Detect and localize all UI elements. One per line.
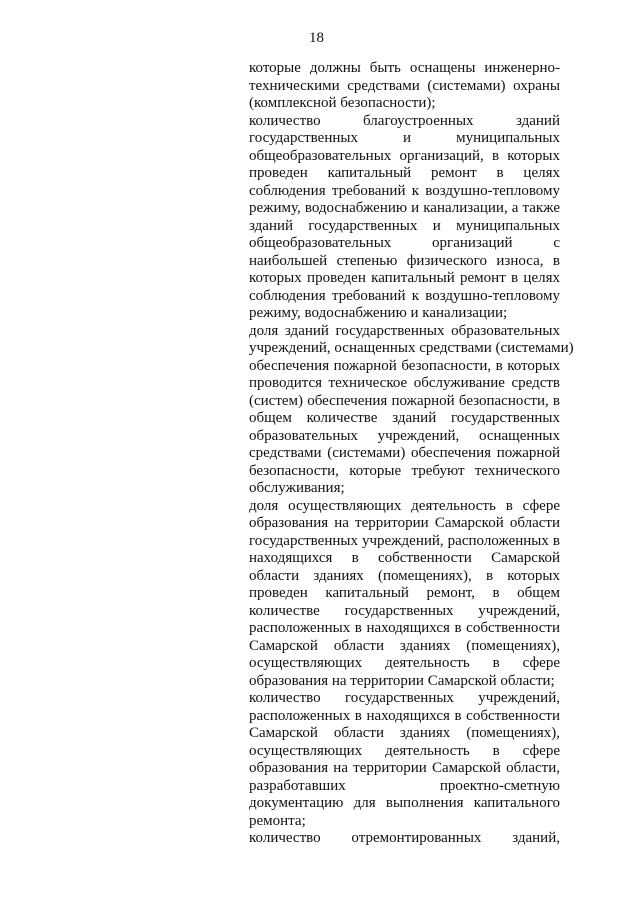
paragraph-4 <box>249 498 560 691</box>
text-line: безопасности, которые требуют технического <box>249 462 560 479</box>
text-line: разработавших проектно-сметную <box>249 777 560 794</box>
text-line: соблюдения требований к воздушно-тепловому <box>249 287 560 304</box>
text-line: зданий государственных и муниципальных <box>249 217 560 234</box>
text-line: которые должны быть оснащены инженерно- <box>249 60 560 76</box>
text-line: осуществляющих деятельность в сфере <box>249 655 560 671</box>
text-line: проводится техническое обслуживание средств <box>249 375 560 391</box>
text-line: Самарской области зданиях (помещениях), <box>249 725 560 741</box>
text-line: области зданиях (помещениях), в которых <box>249 567 560 584</box>
text-line: доля осуществляющих деятельность в сфере <box>249 497 560 514</box>
text-line: (систем) обеспечения пожарной безопасности, в <box>249 392 560 409</box>
text-line: расположенных в находящихся в собственности <box>249 620 560 636</box>
text-line: количество отремонтированных зданий, <box>249 830 560 846</box>
text-line: общеобразовательных организаций с <box>249 235 560 251</box>
text-line: проведен капитальный ремонт, в общем <box>249 585 560 601</box>
text-line: осуществляющих деятельность в сфере <box>249 742 560 759</box>
text-line: количество государственных учреждений, <box>249 690 560 706</box>
paragraph-2 <box>249 113 560 323</box>
text-line: соблюдения требований к воздушно-тепловому <box>249 182 560 199</box>
text-line: техническими средствами (системами) охраны <box>249 77 560 94</box>
text-line: общеобразовательных организаций, в которых <box>249 147 560 164</box>
paragraph-5 <box>249 690 560 830</box>
text-line: образования на территории Самарской области <box>249 515 560 531</box>
text-line: ремонта; <box>249 812 306 829</box>
paragraph-1 <box>249 60 560 113</box>
text-line: количестве государственных учреждений, <box>249 602 560 619</box>
text-line: которых проведен капитальный ремонт в целях <box>249 270 560 286</box>
text-line: общем количестве зданий государственных <box>249 410 560 426</box>
text-line: государственных и муниципальных <box>249 130 560 146</box>
text-line: Самарской области зданиях (помещениях), <box>249 637 560 654</box>
text-line: образования на территории Самарской области, <box>249 760 560 776</box>
page-number: 18 <box>309 30 324 46</box>
document-body <box>249 60 574 848</box>
text-line: государственных учреждений, расположенных в <box>249 532 560 549</box>
text-line: проведен капитальный ремонт в целях <box>249 165 560 181</box>
text-line: образования на территории Самарской области; <box>249 672 555 689</box>
text-line: обслуживания; <box>249 480 345 496</box>
text-line: (комплексной безопасности); <box>249 95 436 111</box>
text-line: режиму, водоснабжению и канализации, а также <box>249 200 560 216</box>
text-line: расположенных в находящихся в собственности <box>249 707 560 724</box>
text-line: наибольшей степенью физического износа, в <box>249 252 560 269</box>
text-line: режиму, водоснабжению и канализации; <box>249 305 508 321</box>
text-line: доля зданий государственных образовательных <box>249 322 560 339</box>
text-line: обеспечения пожарной безопасности, в которых <box>249 357 560 374</box>
text-line: учреждений, оснащенных средствами (системами) <box>249 340 574 356</box>
text-line: количество благоустроенных зданий <box>249 112 560 129</box>
text-line: образовательных учреждений, оснащенных <box>249 427 560 444</box>
paragraph-6 <box>249 830 560 848</box>
text-line: документацию для выполнения капитального <box>249 795 560 811</box>
text-line: находящихся в собственности Самарской <box>249 550 560 566</box>
text-line: средствами (системами) обеспечения пожарной <box>249 445 560 461</box>
paragraph-3 <box>249 322 574 498</box>
